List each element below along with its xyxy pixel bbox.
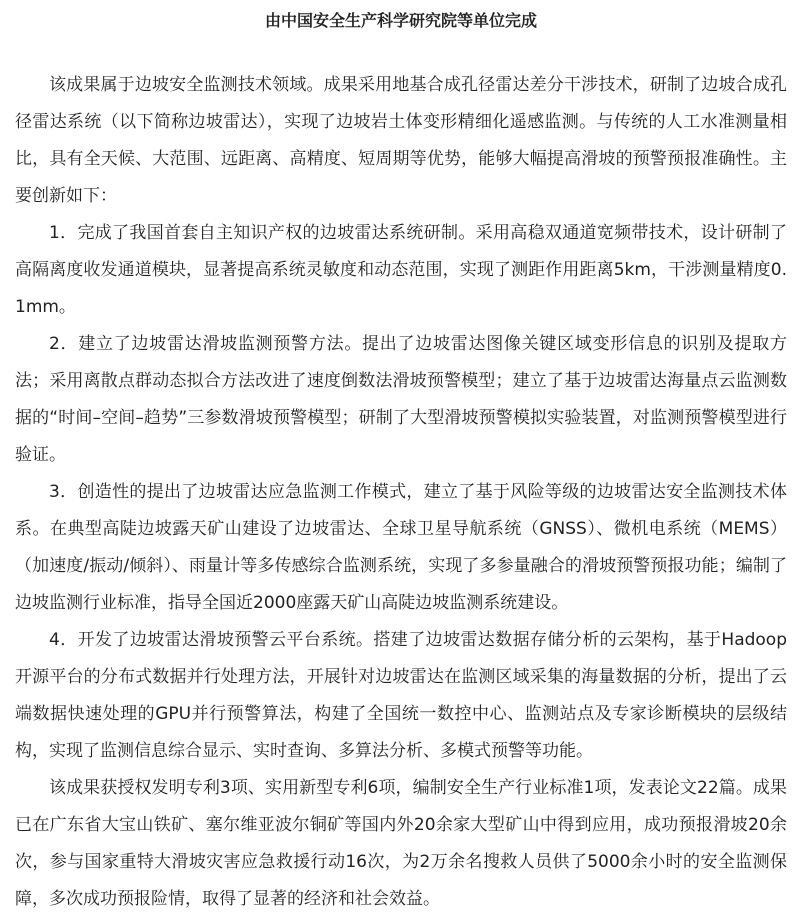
paragraph-innovation-4: 4．开发了边坡雷达滑坡预警云平台系统。搭建了边坡雷达数据存储分析的云架构，基于Hadoop开源平台的分布式数据并行处理方法，开展针对边坡雷达在监测区域采集的海量数据的分析，提出了云端数据快速处理的GPU并行预警算法，构建了全国统一数控中心、监测站点及专家诊断模块的层级结构，实现了监测信息综合显示、实时查询、多算法分析、多模式预警等功能。 [15, 630, 787, 761]
paragraph-innovation-2: 2．建立了边坡雷达滑坡监测预警方法。提出了边坡雷达图像关键区域变形信息的识别及提取方法；采用离散点群动态拟合方法改进了速度倒数法滑坡预警模型；建立了基于边坡雷达海量点云监测数据的“时间–空间–趋势”三参数滑坡预警模型；研制了大型滑坡预警模拟实验装置，对监测预警模型进行验证。 [15, 334, 787, 465]
paragraph-innovation-1: 1．完成了我国首套自主知识产权的边坡雷达系统研制。采用高稳双通道宽频带技术，设计研制了高隔离度收发通道模块，显著提高系统灵敏度和动态范围，实现了测距作用距离5km，干涉测量精度0.1mm。 [15, 223, 787, 317]
paragraph-results: 该成果获授权发明专利3项、实用新型专利6项，编制安全生产行业标准1项，发表论文22篇。成果已在广东省大宝山铁矿、塞尔维亚波尔铜矿等国内外20余家大型矿山中得到应用，成功预报滑坡20余次，参与国家重特大滑坡灾害应急救援行动16次，为2万余名搜救人员供了5000余小时的安全监测保障，多次成功预报险情，取得了显著的经济和社会效益。 [15, 778, 787, 909]
document-title: 由中国安全生产科学研究院等单位完成 [264, 11, 537, 30]
paragraph-innovation-3: 3．创造性的提出了边坡雷达应急监测工作模式，建立了基于风险等级的边坡雷达安全监测技术体系。在典型高陡边坡露天矿山建设了边坡雷达、全球卫星导航系统（GNSS）、微机电系统（MEMS）（加速度/振动/倾斜）、雨量计等多传感综合监测系统，实现了多参量融合的滑坡预警预报功能；编制了边坡监测行业标准，指导全国近2000座露天矿山高陡边坡监测系统建设。 [15, 482, 787, 613]
paragraph-intro: 该成果属于边坡安全监测技术领域。成果采用地基合成孔径雷达差分干涉技术，研制了边坡合成孔径雷达系统（以下简称边坡雷达），实现了边坡岩土体变形精细化遥感监测。与传统的人工水准测量相比，具有全天候、大范围、远距离、高精度、短周期等优势，能够大幅提高滑坡的预警预报准确性。主要创新如下： [15, 75, 787, 206]
